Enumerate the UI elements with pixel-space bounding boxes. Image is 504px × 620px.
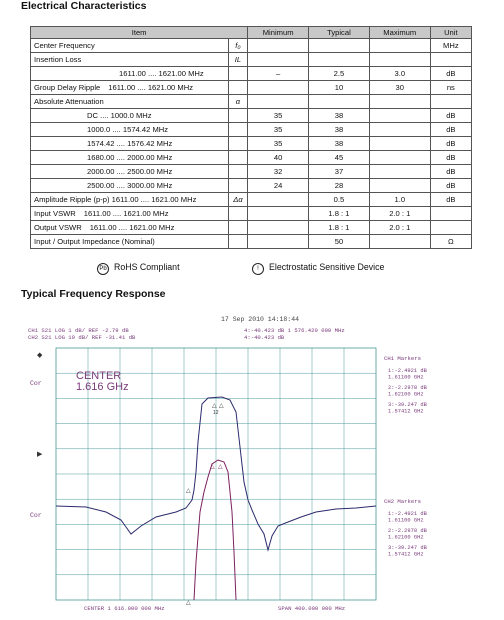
plot-footer-center: CENTER 1 616.000 000 MHz [84, 605, 165, 612]
marker-ch2-2-icon: △ [218, 464, 223, 470]
ch1-markers-list [388, 368, 428, 415]
plot-marker-line2: 4:-40.423 dB [244, 334, 285, 341]
ch1-markers-title: CH1 Markers [384, 355, 421, 362]
item-frequency: 1680.00 .... 2000.00 MHz [87, 153, 173, 162]
cell-item [31, 165, 229, 179]
item-frequency: 1611.00 .... 1621.00 MHz [83, 209, 169, 218]
item-frequency: 2000.00 .... 2500.00 MHz [87, 167, 173, 176]
cell-unit: dB [430, 137, 471, 151]
frequency-response-title: Typical Frequency Response [21, 288, 166, 300]
network-analyzer-plot [26, 312, 476, 612]
cell-min: 24 [248, 179, 309, 193]
table-row [31, 95, 472, 109]
plot-datetime: 17 Sep 2010 14:18:44 [221, 316, 300, 323]
cell-max [369, 109, 430, 123]
cor-label-top: Cor [30, 380, 42, 387]
table-row [31, 39, 472, 53]
item-frequency: 1611.00 .... 1621.00 MHz [89, 223, 175, 232]
cell-min: 32 [248, 165, 309, 179]
cell-unit: dB [430, 151, 471, 165]
ch2-markers-list [388, 511, 428, 558]
ref-marker-top-icon: ◆ [37, 352, 43, 359]
item-label: Output VSWR [34, 223, 82, 232]
cell-item [31, 81, 229, 95]
cell-typ: 37 [309, 165, 370, 179]
table-row [31, 67, 472, 81]
table-row [31, 235, 472, 249]
cell-sym: IL [228, 53, 248, 67]
marker-2-icon: △ [219, 403, 224, 409]
cell-item [31, 67, 229, 81]
table-row [31, 207, 472, 221]
header-maximum: Maximum [369, 27, 430, 39]
table-row [31, 221, 472, 235]
cell-min [248, 81, 309, 95]
cell-typ: 28 [309, 179, 370, 193]
marker-readout-val: 2:-2.2978 dB [388, 385, 427, 391]
plot-ch2-line: CH2 S21 LOG 10 dB/ REF -31.41 dB [28, 334, 136, 341]
cell-unit: dB [430, 109, 471, 123]
cell-max: 2.0 : 1 [369, 207, 430, 221]
cell-item [31, 95, 229, 109]
header-item: Item [31, 27, 248, 39]
cell-unit: dB [430, 165, 471, 179]
cell-item [31, 193, 229, 207]
marker-readout-freq: 1.62100 GHz [388, 391, 424, 398]
marker-readout-val: 1:-2.4921 dB [388, 511, 427, 517]
cell-min [248, 53, 309, 67]
header-minimum: Minimum [248, 27, 309, 39]
cell-item [31, 39, 229, 53]
marker-readout-val: 2:-2.2978 dB [388, 528, 427, 534]
marker-readout-val: 3:-39.247 dB [388, 402, 427, 408]
cell-unit: MHz [430, 39, 471, 53]
cell-sym [228, 137, 248, 151]
cell-min [248, 95, 309, 109]
table-header-row [31, 27, 472, 39]
cell-sym [228, 123, 248, 137]
cell-item [31, 235, 229, 249]
cell-item [31, 221, 229, 235]
cell-sym: Δα [228, 193, 248, 207]
cell-unit: dB [430, 179, 471, 193]
item-frequency: 1574.42 .... 1576.42 MHz [87, 139, 173, 148]
center-label: CENTER [76, 370, 122, 382]
marker-ch2-1-icon: △ [210, 464, 215, 470]
item-label: Absolute Attenuation [34, 97, 104, 106]
cor-label-bottom: Cor [30, 512, 42, 519]
cell-max [369, 165, 430, 179]
cell-item [31, 53, 229, 67]
trace-markers [186, 403, 224, 606]
table-row [31, 137, 472, 151]
cell-sym [228, 109, 248, 123]
plot-marker-line1: 4:-40.423 dB 1 576.420 000 MHz [244, 327, 345, 334]
marker-readout-freq: 1.57412 GHz [388, 408, 424, 415]
item-label: Group Delay Ripple [34, 83, 101, 92]
cell-sym: f₀ [228, 39, 248, 53]
marker-readout-freq: 1.62100 GHz [388, 534, 424, 541]
cell-typ: 38 [309, 109, 370, 123]
cell-sym [228, 221, 248, 235]
item-label: Input VSWR [34, 209, 76, 218]
item-label: Insertion Loss [34, 55, 82, 64]
cell-unit [430, 53, 471, 67]
item-frequency: 1000.0 .... 1574.42 MHz [87, 125, 169, 134]
plot-footer-span: SPAN 400.000 000 MHz [278, 605, 346, 612]
esd-label: Electrostatic Sensitive Device [269, 262, 385, 272]
cell-max [369, 95, 430, 109]
cell-max [369, 39, 430, 53]
cell-max [369, 235, 430, 249]
table-row [31, 165, 472, 179]
cell-min [248, 39, 309, 53]
cell-max: 30 [369, 81, 430, 95]
cell-item [31, 109, 229, 123]
cell-max: 2.0 : 1 [369, 221, 430, 235]
marker-1-icon: △ [212, 403, 217, 409]
item-frequency: 1611.00 .... 1621.00 MHz [119, 69, 204, 78]
cell-min: 35 [248, 123, 309, 137]
cell-unit [430, 207, 471, 221]
spec-table [30, 26, 472, 249]
marker-12-label: 12 [213, 410, 219, 416]
cell-unit [430, 95, 471, 109]
item-frequency: 2500.00 .... 3000.00 MHz [87, 181, 173, 190]
ref-marker-mid-icon: ▶ [37, 451, 43, 458]
cell-min: 35 [248, 109, 309, 123]
cell-min [248, 221, 309, 235]
table-row [31, 109, 472, 123]
cell-sym [228, 67, 248, 81]
cell-item [31, 151, 229, 165]
header-typical: Typical [309, 27, 370, 39]
plot-ch1-line: CH1 S21 LOG 1 dB/ REF -2.79 dB [28, 327, 129, 334]
cell-sym [228, 151, 248, 165]
cell-typ [309, 95, 370, 109]
ch2-markers-title: CH2 Markers [384, 498, 421, 505]
table-row [31, 179, 472, 193]
cell-typ: 1.8 : 1 [309, 207, 370, 221]
table-row [31, 193, 472, 207]
marker-readout-freq: 1.61100 GHz [388, 517, 424, 524]
cell-max [369, 179, 430, 193]
item-label: Amplitude Ripple (p-p) 1611.00 .... 1621.00 MHz [34, 195, 197, 204]
ch2-trace [194, 460, 236, 600]
esd-note [252, 262, 384, 275]
center-value: 1.616 GHz [76, 381, 129, 393]
cell-min: – [248, 67, 309, 81]
cell-typ: 50 [309, 235, 370, 249]
cell-sym [228, 81, 248, 95]
cell-min: 40 [248, 151, 309, 165]
cell-unit: dB [430, 123, 471, 137]
cell-max [369, 151, 430, 165]
cell-typ: 0.5 [309, 193, 370, 207]
cell-max: 1.0 [369, 193, 430, 207]
cell-max [369, 137, 430, 151]
item-frequency: DC .... 1000.0 MHz [87, 111, 152, 120]
table-row [31, 53, 472, 67]
cell-min [248, 207, 309, 221]
item-label: Center Frequency [34, 41, 95, 50]
cell-typ [309, 53, 370, 67]
rohs-label: RoHS Compliant [114, 262, 180, 272]
cell-unit [430, 221, 471, 235]
cell-unit: dB [430, 67, 471, 81]
marker-3-icon: △ [186, 488, 191, 494]
cell-sym [228, 235, 248, 249]
cell-item [31, 123, 229, 137]
cell-max: 3.0 [369, 67, 430, 81]
marker-readout-freq: 1.57412 GHz [388, 551, 424, 558]
marker-readout-freq: 1.61100 GHz [388, 374, 424, 381]
item-label: Input / Output Impedance (Nominal) [34, 237, 155, 246]
cell-unit: Ω [430, 235, 471, 249]
cell-unit: dB [430, 193, 471, 207]
cell-typ: 38 [309, 123, 370, 137]
cell-typ: 45 [309, 151, 370, 165]
rohs-note [97, 262, 180, 275]
header-unit: Unit [430, 27, 471, 39]
cell-max [369, 53, 430, 67]
cell-typ: 38 [309, 137, 370, 151]
table-row [31, 123, 472, 137]
cell-item [31, 207, 229, 221]
marker-3-bottom-icon: △ [186, 600, 191, 606]
cell-unit: ns [430, 81, 471, 95]
cell-typ [309, 39, 370, 53]
cell-min: 35 [248, 137, 309, 151]
table-row [31, 151, 472, 165]
cell-max [369, 123, 430, 137]
marker-readout-val: 3:-39.247 dB [388, 545, 427, 551]
cell-item [31, 137, 229, 151]
cell-min [248, 193, 309, 207]
cell-sym [228, 165, 248, 179]
esd-warning-icon: ! [252, 263, 264, 275]
cell-item [31, 179, 229, 193]
cell-typ: 10 [309, 81, 370, 95]
cell-sym [228, 179, 248, 193]
marker-readout-val: 1:-2.4921 dB [388, 368, 427, 374]
electrical-characteristics-title: Electrical Characteristics [21, 0, 147, 12]
cell-sym [228, 207, 248, 221]
table-row [31, 81, 472, 95]
rohs-icon: Pb [97, 263, 109, 275]
cell-typ: 2.5 [309, 67, 370, 81]
cell-typ: 1.8 : 1 [309, 221, 370, 235]
cell-min [248, 235, 309, 249]
cell-sym: α [228, 95, 248, 109]
item-frequency: 1611.00 .... 1621.00 MHz [108, 83, 193, 92]
